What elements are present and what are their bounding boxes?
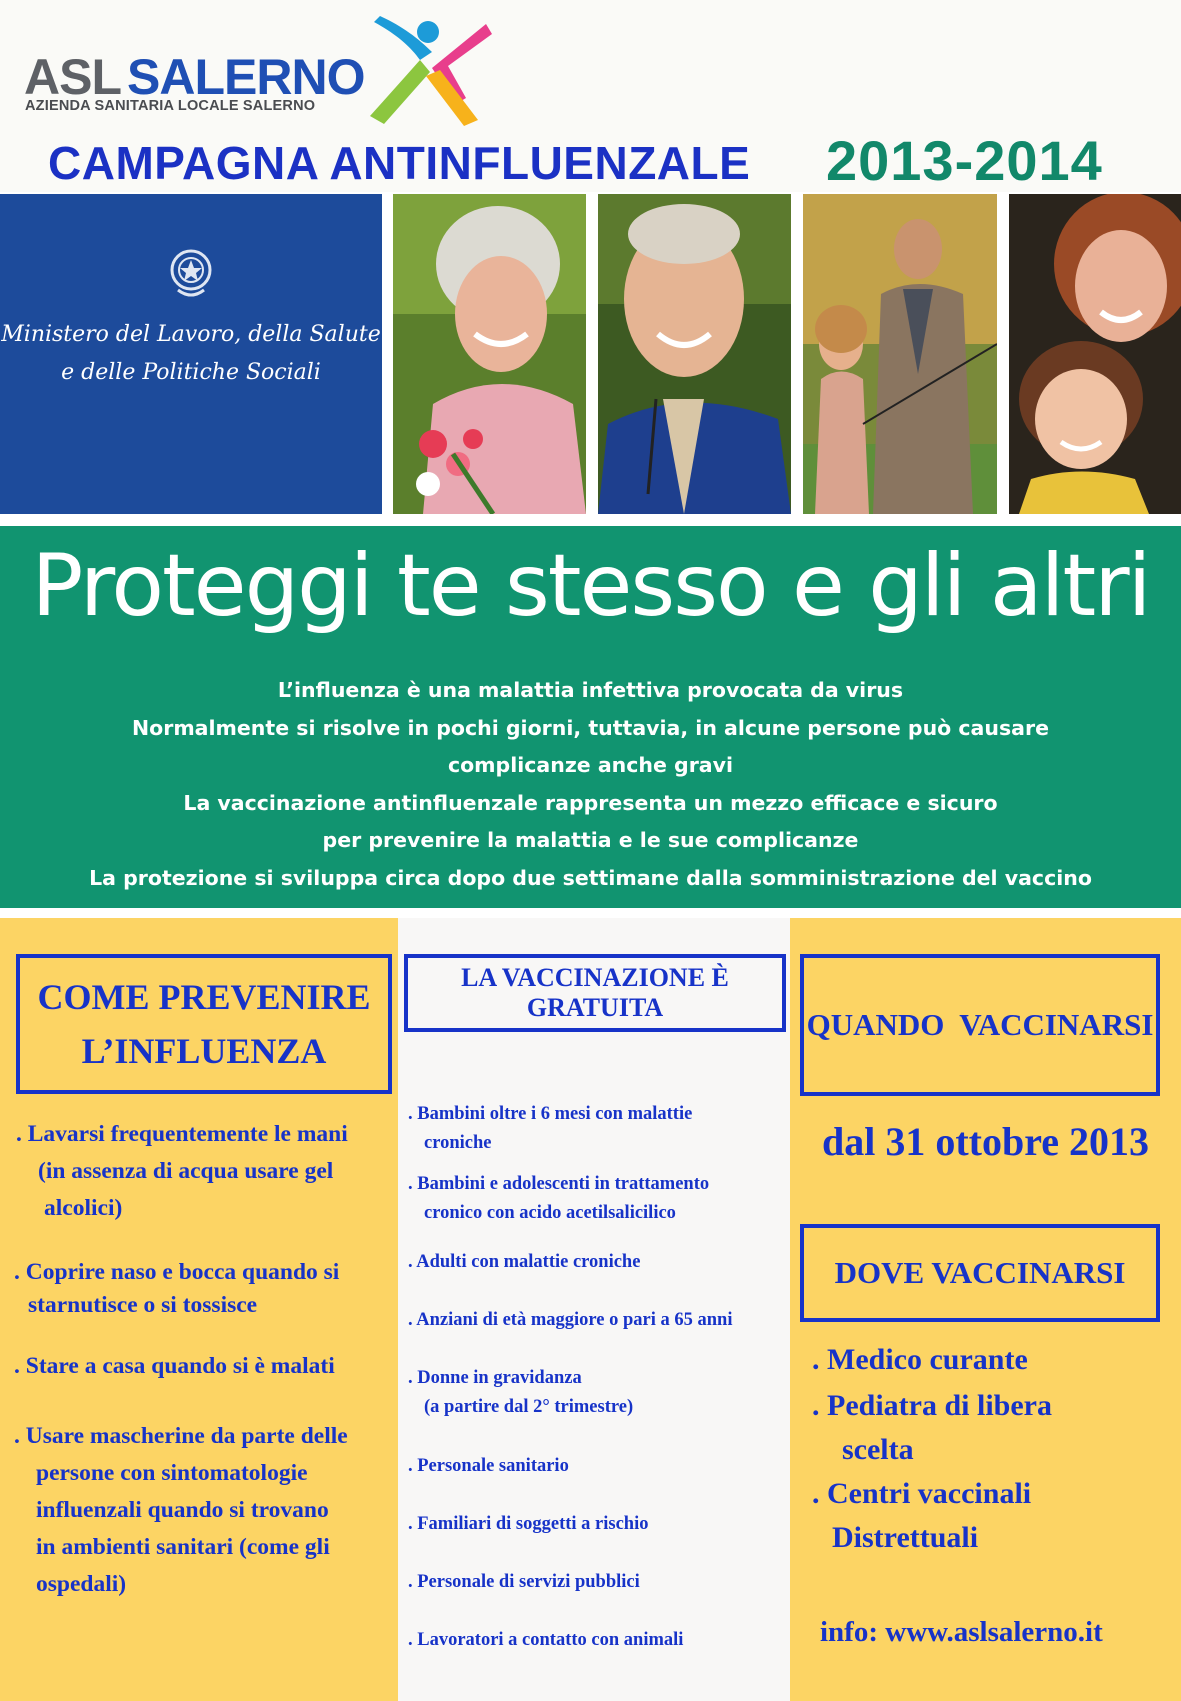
prevention-item: . Stare a casa quando si è malati xyxy=(14,1353,335,1379)
eligible-group-item: . Bambini oltre i 6 mesi con malattie croniche xyxy=(408,1104,693,1153)
logo-asl: ASL xyxy=(24,49,121,105)
info-website-link[interactable]: info: www.aslsalerno.it xyxy=(820,1616,1103,1648)
asl-figure-logo-icon xyxy=(366,16,496,126)
intro-line: L’influenza è una malattia infettiva provocata da virus xyxy=(277,678,904,702)
eligible-group-item: . Adulti con malattie croniche xyxy=(408,1252,641,1272)
where-item: . Centri vaccinali Distrettuali xyxy=(812,1477,1032,1554)
when-where-column xyxy=(790,918,1181,1701)
header xyxy=(0,0,1181,192)
intro-line: complicanze anche gravi xyxy=(447,753,734,777)
eligible-group-item: . Donne in gravidanza (a partire dal 2° trimestre) xyxy=(408,1368,634,1417)
where-title-box xyxy=(800,1224,1160,1322)
eligible-group-item: . Bambini e adolescenti in trattamento cronico con acido acetilsalicilico xyxy=(408,1174,710,1223)
photo-elderly-woman-with-flowers xyxy=(393,194,586,514)
eligible-group-item: . Lavoratori a contatto con animali xyxy=(408,1630,684,1650)
prevention-item: . Lavarsi frequentemente le mani (in assenza di acqua usare gel alcolici) xyxy=(16,1121,348,1221)
campaign-title: CAMPAGNA ANTINFLUENZALE xyxy=(48,137,751,189)
where-title: DOVE VACCINARSI xyxy=(834,1255,1126,1290)
vaccination-start-date: dal 31 ottobre 2013 xyxy=(821,1119,1150,1164)
free-vaccination-title: LA VACCINAZIONE È GRATUITA xyxy=(461,963,729,1022)
prevention-title-line2: L’INFLUENZA xyxy=(81,1031,327,1071)
italian-republic-emblem-icon xyxy=(168,244,214,302)
when-title-box xyxy=(800,954,1160,1096)
eligible-group-item: . Personale sanitario xyxy=(408,1456,569,1476)
campaign-year: 2013-2014 xyxy=(826,129,1103,192)
prevention-title-box xyxy=(16,954,392,1094)
asl-logo-wordmark xyxy=(24,49,365,105)
logo-salerno: SALERNO xyxy=(127,49,365,105)
ministry-name-line2: e delle Politiche Sociali xyxy=(61,360,321,385)
prevention-title-line1: COME PREVENIRE xyxy=(37,977,371,1017)
hero-band xyxy=(0,526,1181,908)
free-vaccination-title-box xyxy=(404,954,786,1032)
prevention-item: . Usare mascherine da parte delle persone con sintomatologie influenzali quando si trovano in ambienti sanitari (come gli ospedali) xyxy=(14,1423,348,1597)
intro-line: La protezione si sviluppa circa dopo due settimane dalla somministrazione del vaccino xyxy=(89,865,1092,890)
headline: Proteggi te stesso e gli altri xyxy=(31,536,1150,636)
photo-mother-and-child xyxy=(1009,194,1181,514)
prevention-item: . Coprire naso e bocca quando si starnutisce o si tossisce xyxy=(14,1259,340,1318)
eligible-group-item: . Personale di servizi pubblici xyxy=(408,1572,640,1592)
photo-father-and-daughter-fishing xyxy=(803,194,997,514)
eligible-group-item: . Familiari di soggetti a rischio xyxy=(408,1514,649,1534)
free-vaccination-column xyxy=(398,918,790,1701)
when-title: QUANDO VACCINARSI xyxy=(806,1007,1154,1042)
where-item: . Medico curante xyxy=(812,1343,1028,1376)
intro-line: Normalmente si risolve in pochi giorni, tuttavia, in alcune persone può causare xyxy=(131,715,1050,740)
prevention-column xyxy=(0,918,398,1701)
photo-elderly-man-smiling xyxy=(598,194,791,514)
intro-line: per prevenire la malattia e le sue complicanze xyxy=(322,828,859,852)
where-item: . Pediatra di libera scelta xyxy=(812,1389,1052,1466)
ministry-panel xyxy=(0,194,382,514)
intro-text xyxy=(0,672,1181,897)
intro-line: La vaccinazione antinfluenzale rappresenta un mezzo efficace e sicuro xyxy=(183,790,998,815)
logo-subtitle: AZIENDA SANITARIA LOCALE SALERNO xyxy=(25,98,316,114)
eligible-group-item: . Anziani di età maggiore o pari a 65 anni xyxy=(408,1310,733,1330)
ministry-name-line1: Ministero del Lavoro, della Salute xyxy=(1,322,381,347)
